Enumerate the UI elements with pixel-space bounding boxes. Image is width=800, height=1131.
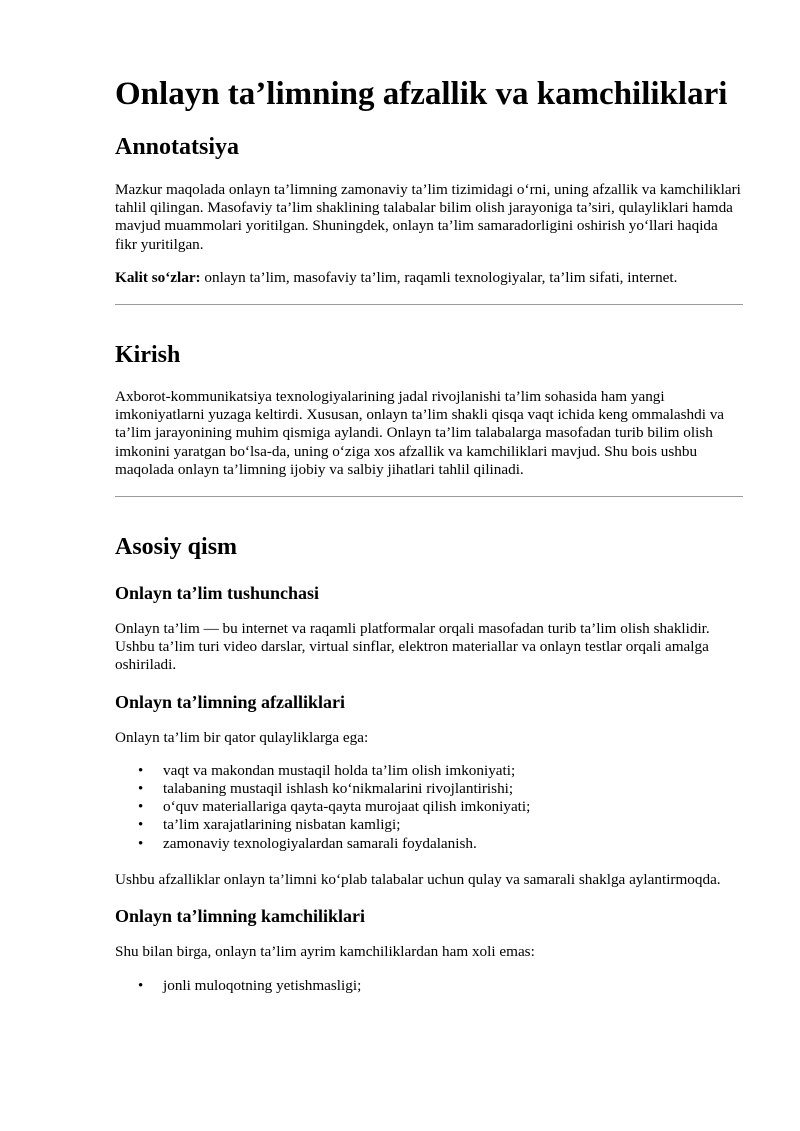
document-title: Onlayn ta’limning afzallik va kamchiliklari [115,76,728,112]
list-item [115,762,743,780]
section-divider [115,304,743,305]
list-item-text: jonli muloqotning yetishmasligi; [163,977,362,995]
keywords-paragraph [115,269,743,287]
disadvantages-heading: Onlayn ta’limning kamchiliklari [115,906,366,927]
bullet-icon: • [138,978,144,995]
advantages-list [115,762,743,853]
list-item [115,835,743,853]
disadvantages-list [115,977,743,995]
bullet-icon: • [138,817,144,834]
bullet-icon: • [138,762,144,779]
concept-heading: Onlayn ta’lim tushunchasi [115,583,320,604]
annotation-heading: Annotatsiya [115,134,240,160]
intro-heading: Kirish [115,342,181,369]
document-page [115,72,743,995]
list-item [115,798,743,816]
keywords-label: Kalit so‘zlar: [115,268,201,286]
bullet-icon: • [138,799,144,816]
disadvantages-intro: Shu bilan birga, onlayn ta’lim ayrim kamchiliklardan ham xoli emas: [115,943,535,961]
list-item-text: zamonaviy texnologiyalardan samarali foydalanish. [163,834,477,852]
concept-paragraph: Onlayn ta’lim — bu internet va raqamli platformalar orqali masofadan turib ta’lim olish shaklidir. Ushbu ta’lim turi video darslar, virtual sinflar, elektron materiallar va onlayn testlar orqali amalga oshiriladi. [115,620,710,674]
intro-paragraph: Axborot-kommunikatsiya texnologiyalarining jadal rivojlanishi ta’lim sohasida ham yangi imkoniyatlarni yuzaga keltirdi. Xususan, onlayn ta’lim shakli qisqa vaqt ichida keng ommalashdi va ta’lim jarayonining muhim qismiga aylandi. Onlayn ta’lim talabalarga masofadan turib bilim olish imkonini yaratgan bo‘lsa-da, uning o‘ziga xos afzallik va kamchiliklari mavjud. Shu bois ushbu maqolada onlayn ta’limning ijobiy va salbiy jihatlari tahlil qilinadi. [115,388,725,478]
list-item-text: o‘quv materiallariga qayta-qayta murojaat qilish imkoniyati; [163,798,531,816]
section-divider [115,496,743,497]
list-item [115,977,743,995]
advantages-summary: Ushbu afzalliklar onlayn ta’limni ko‘plab talabalar uchun qulay va samarali shaklga aylantirmoqda. [115,870,721,888]
list-item [115,780,743,798]
list-item [115,816,743,834]
keywords-text: onlayn ta’lim, masofaviy ta’lim, raqamli texnologiyalar, ta’lim sifati, internet. [200,268,678,286]
list-item-text: ta’lim xarajatlarining nisbatan kamligi; [163,816,401,834]
advantages-intro: Onlayn ta’lim bir qator qulayliklarga ega: [115,728,369,746]
list-item-text: talabaning mustaqil ishlash ko‘nikmalarini rivojlantirishi; [163,780,514,798]
main-heading: Asosiy qism [115,534,238,561]
bullet-icon: • [138,781,144,798]
list-item-text: vaqt va makondan mustaqil holda ta’lim olish imkoniyati; [163,761,516,779]
advantages-heading: Onlayn ta’limning afzalliklari [115,691,346,712]
annotation-paragraph: Mazkur maqolada onlayn ta’limning zamonaviy ta’lim tizimidagi o‘rni, uning afzallik va kamchiliklari tahlil qilingan. Masofaviy ta’lim shaklining talabalar bilim olish jarayoniga ta’siri, qulayliklari hamda mavjud muammolari yoritilgan. Shuningdek, onlayn ta’lim samaradorligini oshirish yo‘llari haqida fikr yuritilgan. [115,181,741,253]
bullet-icon: • [138,835,144,852]
